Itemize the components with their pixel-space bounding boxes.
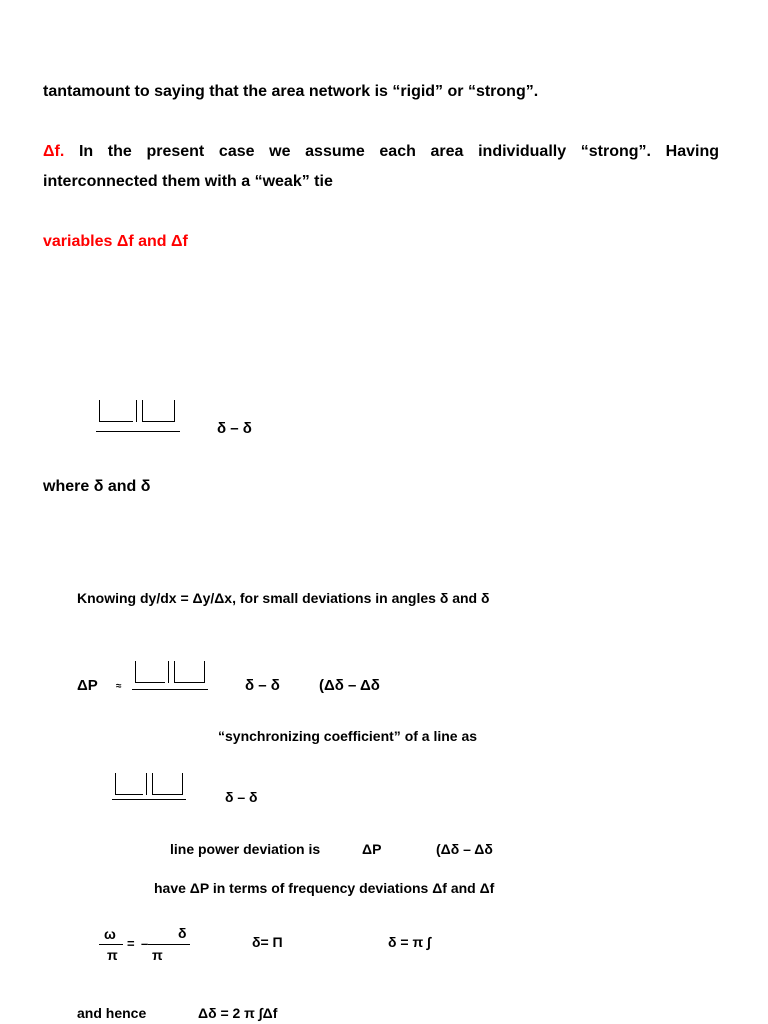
eq1-fraction-line — [96, 431, 180, 432]
eq1-fraction-symbols — [96, 400, 180, 422]
deviation-delta-p: ΔP — [362, 841, 382, 857]
eq4-dash: – — [141, 936, 149, 951]
knowing-line: Knowing dy/dx = Δy/Δx, for small deviations in angles δ and δ — [77, 590, 490, 606]
eq3-fraction-line — [112, 799, 186, 800]
sync-coefficient-line: “synchronizing coefficient” of a line as — [218, 728, 478, 744]
deviation-angle-difference: (Δδ – Δδ — [436, 841, 493, 857]
eq2-angle-difference: δ – δ — [245, 677, 280, 694]
eq4-delta: δ — [178, 925, 187, 941]
delta-angle-integral-expression: Δδ = 2 π ∫Δf — [198, 1005, 278, 1021]
paragraph-rigid-network: tantamount to saying that the area network is “rigid” or “strong”. — [43, 83, 539, 100]
eq4-fraction-line-left — [99, 944, 123, 945]
eq2-delta-angle-difference: (Δδ – Δδ — [319, 677, 380, 694]
eq1-angle-difference: δ – δ — [217, 420, 252, 437]
and-hence-label: and hence — [77, 1005, 147, 1021]
eq4-pi-left: π — [107, 947, 118, 963]
paragraph-strong-areas-text: In the present case we assume each area individually “strong”. Having — [78, 143, 719, 160]
eq4-pi-right: π — [152, 947, 163, 963]
eq4-delta-integral: δ = π ∫ — [388, 934, 431, 950]
variables-line: variables Δf and Δf — [43, 233, 188, 250]
eq3-fraction-symbols — [112, 773, 186, 795]
where-line: where δ and δ — [43, 478, 151, 495]
delta-f-highlight: Δf. — [43, 143, 65, 160]
deviation-label: line power deviation is — [170, 841, 321, 857]
eq2-delta-p: ΔP — [77, 677, 98, 694]
eq4-delta-equals-pi: δ= Π — [252, 934, 283, 950]
frequency-terms-line: have ΔP in terms of frequency deviations Δf and Δf — [154, 880, 495, 896]
eq3-angle-difference: δ – δ — [225, 789, 258, 805]
paragraph-weak-tie: interconnected them with a “weak” tie — [43, 173, 333, 190]
eq4-omega: ω — [104, 926, 116, 942]
paragraph-strong-areas — [43, 144, 719, 160]
eq4-fraction-line-right — [148, 944, 190, 945]
eq4-equals: = — [127, 936, 135, 951]
eq2-approx-sign: ≈ — [116, 681, 122, 692]
eq2-fraction-line — [132, 689, 208, 690]
eq2-fraction-symbols — [132, 661, 208, 683]
